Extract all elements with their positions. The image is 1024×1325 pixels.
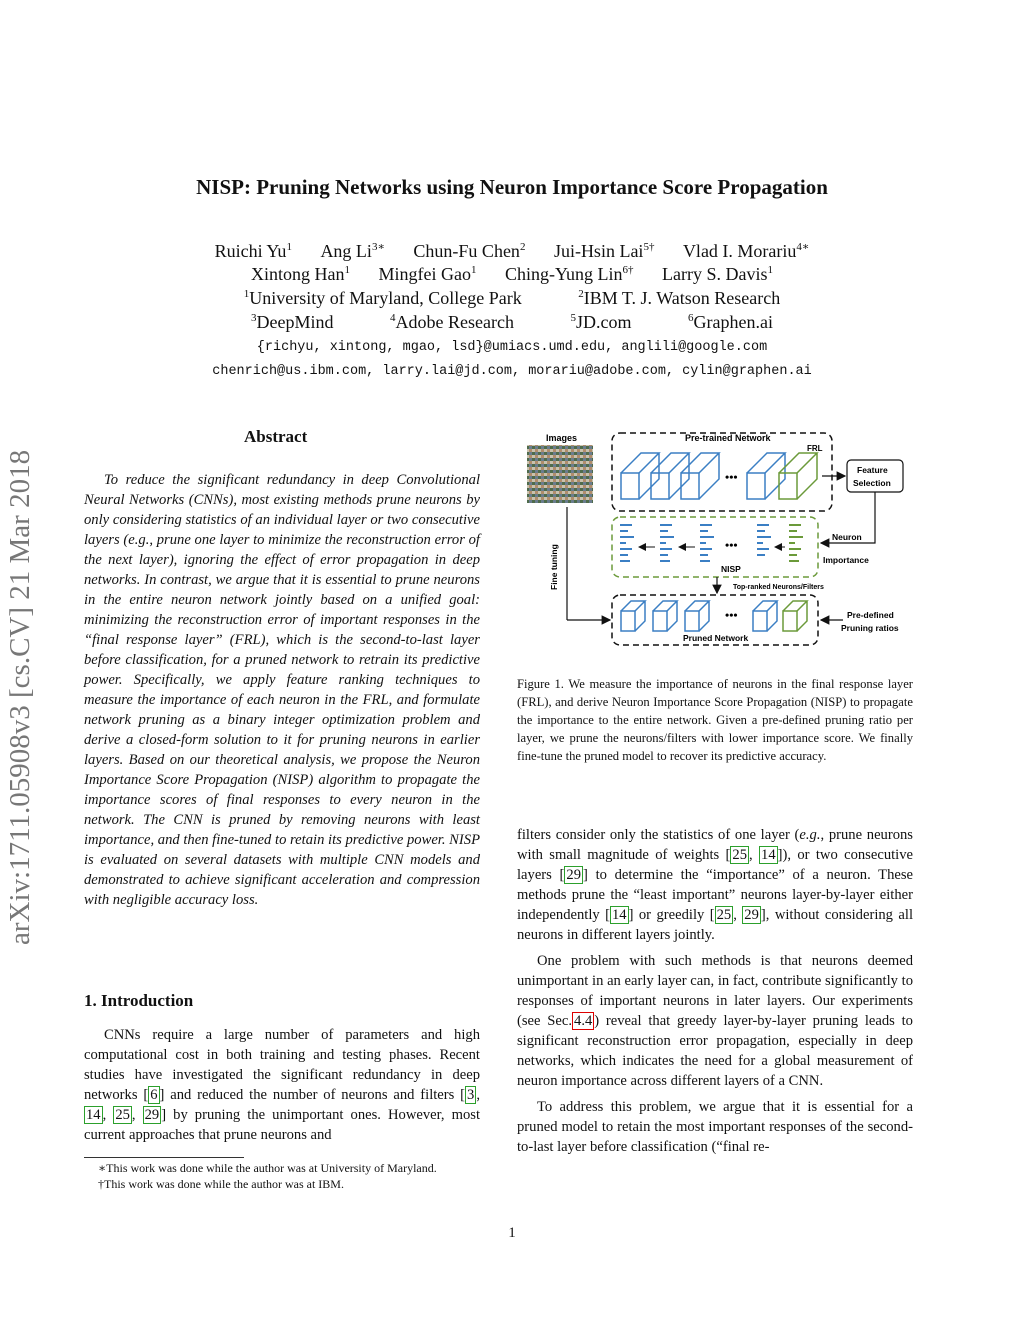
citation-link[interactable]: 14 bbox=[611, 907, 627, 923]
pruned-network-label: Pruned Network bbox=[683, 633, 749, 643]
footnote: †This work was done while the author was at IBM. bbox=[98, 1177, 344, 1191]
author: Mingfei Gao$^1$ bbox=[378, 264, 477, 284]
citation-link[interactable]: 25 bbox=[115, 1107, 130, 1123]
arxiv-identifier: arXiv:1711.05908v3 [cs.CV] 21 Mar 2018 bbox=[4, 449, 36, 945]
author: Xintong Han$^1$ bbox=[251, 264, 350, 284]
footnote-rule bbox=[84, 1157, 244, 1158]
citation-link[interactable]: 25 bbox=[732, 847, 747, 863]
emails-line-2: chenrich@us.ibm.com, larry.lai@jd.com, morariu@adobe.com, cylin@graphen.ai bbox=[212, 364, 812, 379]
pretrained-label: Pre-trained Network bbox=[685, 433, 771, 443]
layer-block bbox=[753, 601, 777, 631]
feature-selection-label: Selection bbox=[853, 478, 891, 488]
author: Vlad I. Morariu$^{4∗}$ bbox=[682, 241, 810, 261]
citation-link[interactable]: 29 bbox=[744, 907, 759, 923]
section-link[interactable]: 4.4 bbox=[574, 1013, 593, 1029]
affiliations-line-2 bbox=[0, 312, 1024, 333]
affiliation: $^6$Graphen.ai bbox=[687, 312, 773, 332]
author: Larry S. Davis$^1$ bbox=[662, 264, 773, 284]
introduction-heading: 1. Introduction bbox=[84, 991, 194, 1010]
feature-selection-label: Feature bbox=[857, 465, 888, 475]
citation-link[interactable]: 6 bbox=[150, 1087, 158, 1103]
predefined-label: Pre-defined bbox=[847, 610, 894, 620]
affiliation: $^1$University of Maryland, College Park bbox=[243, 288, 522, 308]
nisp-diagram bbox=[517, 425, 917, 655]
pruned-layers bbox=[621, 601, 807, 631]
affiliation: $^3$DeepMind bbox=[251, 312, 334, 332]
pretrained-layers bbox=[621, 453, 817, 499]
layer-block bbox=[685, 601, 709, 631]
layer-block bbox=[621, 453, 659, 499]
citation-link[interactable]: 25 bbox=[716, 907, 732, 923]
author: Jui-Hsin Lai$^{5\dagger}$ bbox=[553, 241, 655, 261]
citation-link[interactable]: 3 bbox=[467, 1087, 475, 1103]
top-ranked-label: Top-ranked Neurons/Filters bbox=[733, 584, 824, 591]
abstract-heading: Abstract bbox=[244, 427, 308, 446]
authors-line-1 bbox=[0, 240, 1024, 262]
abstract-text: To reduce the significant redundancy in deep Convolutional Neural Networks (CNNs), most existing methods prune neurons by only considering statistics of an individual layer or two consecutive layers (e.g., prune one layer to minimize the reconstruction error of the next layer), ignoring the effect of error propagation in deep networks. In contrast, we argue that it is essential to prune neurons in the entire neuron network jointly based on a unified goal: minimizing the reconstruction error of important responses in the “final response layer” (FRL), which is the second-to-last layer before classification, for a pruned network to retrain its predictive power. Specifically, we apply feature ranking techniques to measure the importance of each neuron in the FRL, and formulate network pruning as a binary integer optimization problem and derive a closed-form solution to it for pruning neurons in earlier layers. Based on our theoretical analysis, we propose the Neuron Importance Score Propagation (NISP) algorithm to propagate the importance scores of final responses to every neuron in the network. The CNN is pruned by removing neurons with least importance, and then fine-tuned to retain its predictive power. NISP is evaluated on several datasets with multiple CNN models and demonstrated to achieve significant acceleration and compression with negligible accuracy loss. bbox=[84, 472, 480, 908]
figure-1 bbox=[517, 425, 917, 660]
pruning-ratios-label: Pruning ratios bbox=[841, 623, 899, 633]
importance-label: Importance bbox=[823, 555, 869, 565]
author: Ang $Li^{3∗}$ bbox=[320, 241, 385, 261]
affiliation: $^2$IBM T. J. Watson Research bbox=[578, 288, 781, 308]
image-mosaic bbox=[527, 445, 593, 503]
ellipsis: ••• bbox=[725, 470, 738, 484]
layer-block bbox=[653, 601, 677, 631]
footnote: ∗This work was done while the author was at University of Maryland. bbox=[98, 1161, 437, 1175]
right-column-text: filters consider only the statistics of one layer (e.g., prune neurons with small magnitude of weights [ 25 , 14 ]), or two consecutive layers [ 29 ] to determine the “importance” of a neuron. These methods prune the “least important” neurons layer-by-layer either independently [ 14 ] or greedily [ 25 , 29 ], without considering all neurons in different layers jointly. One problem with such methods is that neurons deemed unimportant in an early layer can, in fact, contribute significantly to responses of important neurons in later layers. Our experiments (see Sec. 4.4 ) reveal that greedy layer-by-layer pruning leads to significant reconstruction error propagation, especially in deep networks, which indicates the need for a global measurement of neuron importance across different layers of a CNN. To address this problem, we argue that it is essential for a pruned model to retain the most important responses of the second-to-last layer before classification (“final re- bbox=[517, 827, 914, 1155]
affiliation: $^4$Adobe Research bbox=[390, 312, 514, 332]
images-label: Images bbox=[546, 433, 578, 443]
citation-link[interactable]: 14 bbox=[761, 847, 776, 863]
frl-importance-bars bbox=[789, 525, 803, 561]
citation-link[interactable]: 29 bbox=[566, 867, 582, 883]
fine-tuning-label: Fine tuning bbox=[549, 544, 559, 590]
nisp-label: NISP bbox=[721, 564, 741, 574]
authors-line-2 bbox=[0, 264, 1024, 285]
page-number: 1 bbox=[508, 1225, 516, 1241]
introduction-text: CNNs require a large number of parameters and high computational cost in both training and testing phases. Recent studies have investigated the significant redundancy in deep networks [ 6 ] and reduced the number of neurons and filters [ 3 , 14 , 25 , 29 ] by pruning the unimportant ones. However, most current approaches that prune neurons and bbox=[84, 1027, 481, 1143]
frl-layer-block bbox=[783, 601, 807, 631]
ellipsis: ••• bbox=[725, 538, 738, 552]
layer-block bbox=[651, 453, 689, 499]
affiliation: $^5$JD.com bbox=[570, 312, 632, 332]
footnotes bbox=[84, 1160, 484, 1192]
neuron-label: Neuron bbox=[832, 532, 862, 542]
paper-title: NISP: Pruning Networks using Neuron Importance Score Propagation bbox=[196, 175, 828, 199]
layer-block bbox=[621, 601, 645, 631]
author: Chun-Fu Chen$^2$ bbox=[413, 241, 526, 261]
layer-block bbox=[681, 453, 719, 499]
citation-link[interactable]: 14 bbox=[86, 1107, 101, 1123]
figure-caption: Figure 1. We measure the importance of neurons in the final response layer (FRL), and derive Neuron Importance Score Propagation (NISP) to propagate the importance to the entire network. Given a pre-defined pruning ratio per layer, we prune the neurons/filters with lower importance score. We finally fine-tune the pruned model to recover its predictive accuracy. bbox=[517, 677, 913, 763]
ellipsis: ••• bbox=[725, 608, 738, 622]
author: Ching-Yung Lin$^{6\dagger}$ bbox=[504, 264, 634, 284]
affiliations-line-1 bbox=[0, 288, 1024, 309]
importance-bars bbox=[620, 525, 771, 561]
emails-line-1: {richyu, xintong, mgao, lsd}@umiacs.umd.edu, anglili@google.com bbox=[256, 340, 768, 355]
citation-link[interactable]: 29 bbox=[144, 1107, 160, 1123]
author: Ruichi Yu$^1$ bbox=[214, 241, 292, 261]
frl-label: FRL bbox=[807, 444, 823, 453]
